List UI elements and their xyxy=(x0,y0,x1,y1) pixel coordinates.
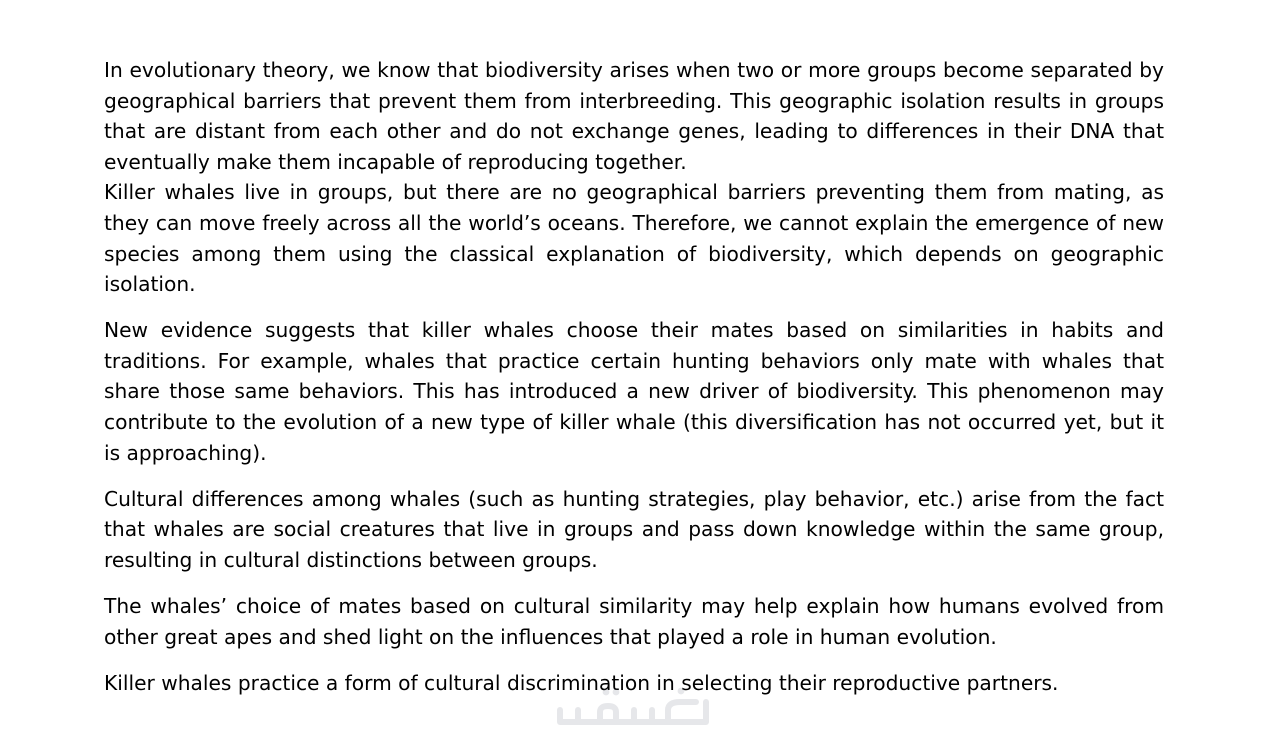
khamsat-watermark-logo xyxy=(556,684,714,732)
paragraph-cultural-differences: Cultural differences among whales (such as hunting strategies, play behavior, etc.) arise from the fact that whales are social creatures that live in groups and pass down knowledge within the same group, resulting in cultural distinctions between groups. xyxy=(104,486,1164,572)
paragraph-human-evolution: The whales’ choice of mates based on cultural similarity may help explain how humans evolved from other great apes and shed light on the influences that played a role in human evolution. xyxy=(104,594,1164,649)
paragraph-mate-choice-evidence: New evidence suggests that killer whales choose their mates based on similarities in habits and traditions. For example, whales that practice certain hunting behaviors only mate with whales that share those same behaviors. This has introduced a new driver of biodiversity. This phenomenon may contribute to the evolution of a new type of killer whale (this diversification has not occurred yet, but it is approaching). xyxy=(104,318,1164,465)
paragraph-cultural-discrimination: Killer whales practice a form of cultural discrimination in selecting their reproductive partners. xyxy=(104,670,1059,695)
paragraph-biodiversity-theory: In evolutionary theory, we know that biodiversity arises when two or more groups become separated by geographical barriers that prevent them from interbreeding. This geographic isolation results in groups that are distant from each other and do not exchange genes, leading to differences in their DNA that eventually make them incapable of reproducing together. xyxy=(104,58,1164,174)
document-body xyxy=(104,55,1164,698)
paragraph-killer-whales-no-barriers: Killer whales live in groups, but there are no geographical barriers preventing them from mating, as they can move freely across all the world’s oceans. Therefore, we cannot explain the emergence of new species among them using the classical explanation of biodiversity, which depends on geographic isolation. xyxy=(104,180,1164,297)
